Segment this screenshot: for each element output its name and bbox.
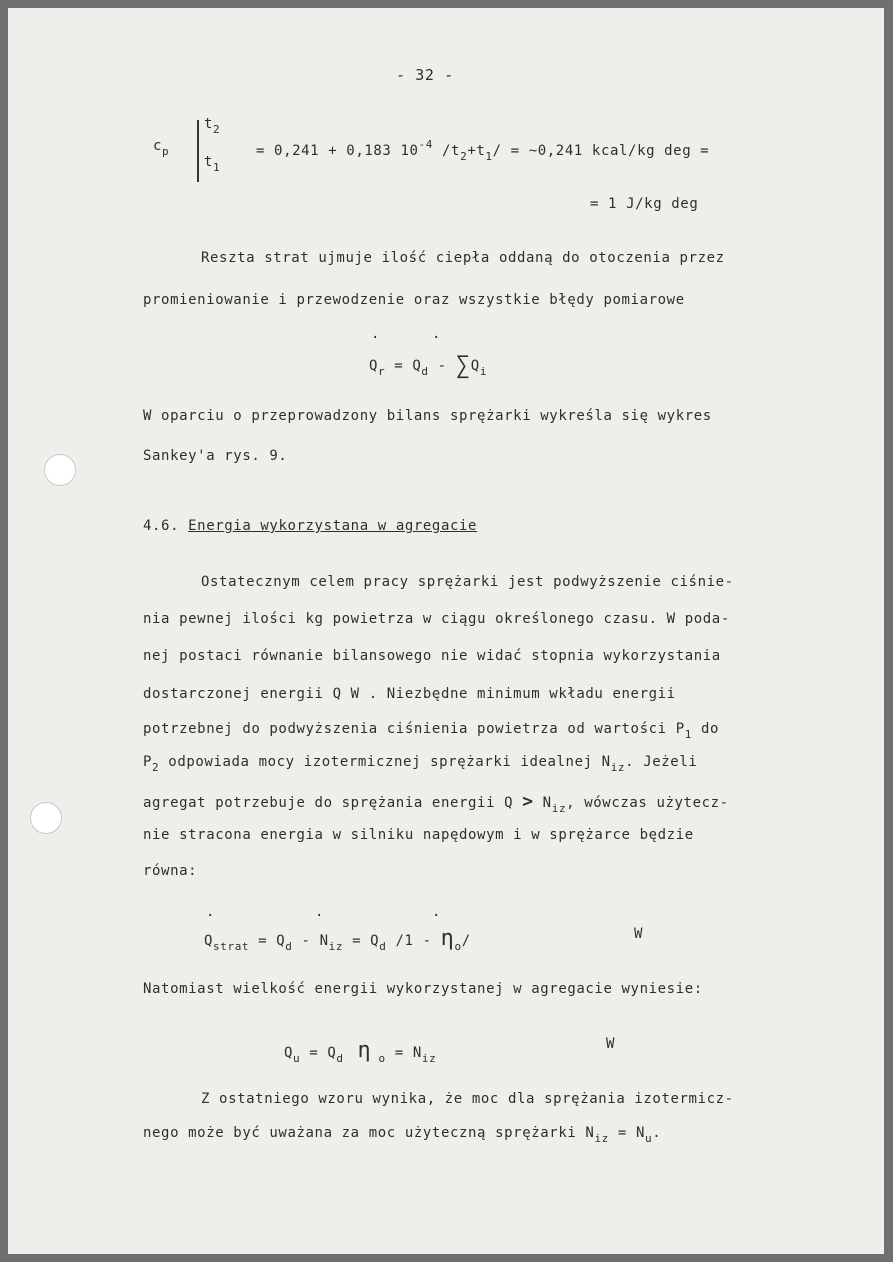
paragraph-line: potrzebnej do podwyższenia ciśnienia powietrza od wartości $P_1$ do (143, 721, 720, 741)
integral-bar (197, 120, 199, 182)
page-number: - 32 - (396, 66, 454, 84)
paragraph-line: promieniowanie i przewodzenie oraz wszystkie błędy pomiarowe (143, 292, 685, 308)
dot-accent: · (432, 330, 442, 346)
section-number: 4.6. (143, 518, 180, 534)
formula-cp-lower: $t_1$ (204, 154, 221, 174)
paragraph-line: nej postaci równanie bilansowego nie widać stopnia wykorzystania (143, 648, 721, 664)
paragraph-line: nie stracona energia w silniku napędowym i w sprężarce będzie (143, 827, 694, 843)
paragraph-line: Z ostatniego wzoru wynika, że moc dla sprężania izotermicz- (201, 1091, 734, 1107)
paragraph-line: $P_2$ odpowiada mocy izotermicznej sprężarki idealnej $N_{iz}$. Jeżeli (143, 754, 698, 774)
document-page (8, 8, 884, 1254)
paragraph-line: równa: (143, 863, 198, 879)
formula-cp-rhs: = 0,241 + 0,183 $10^{-4}$ $/t_2+t_1/$ = ~0,241 kcal/kg deg = (256, 138, 710, 163)
dot-accent: · (432, 908, 442, 924)
paragraph-line: Natomiast wielkość energii wykorzystanej w agregacie wyniesie: (143, 981, 703, 997)
dot-accent: · (315, 908, 325, 924)
paragraph-line: agregat potrzebuje do sprężania energii $Q > N_{iz}$, wówczas użytecz- (143, 791, 729, 815)
paragraph-line: dostarczonej energii Q W . Niezbędne minimum wkładu energii (143, 686, 676, 702)
dot-accent: · (206, 908, 216, 924)
paragraph-line: nia pewnej ilości kg powietrza w ciągu określonego czasu. W poda- (143, 611, 730, 627)
binder-hole (44, 454, 76, 486)
unit-label: W (606, 1036, 616, 1052)
paragraph-line: Ostatecznym celem pracy sprężarki jest podwyższenie ciśnie- (201, 574, 734, 590)
paragraph-line: Sankey'a rys. 9. (143, 448, 288, 464)
section-heading (143, 518, 477, 534)
formula-cp-line2: = 1 J/kg deg (590, 196, 699, 212)
paragraph-line: W oparciu o przeprowadzony bilans sprężarki wykreśla się wykres (143, 408, 712, 424)
paragraph-line: Reszta strat ujmuje ilość ciepła oddaną do otoczenia przez (201, 250, 725, 266)
formula-q-strat: $Q_{strat} = Q_d - N_{iz} = Q_d$ $/1 - \eta_o/$ (204, 926, 471, 953)
formula-q-u: $Q_u = Q_d$ η $_o = N_{iz}$ (284, 1038, 437, 1065)
dot-accent: · (371, 330, 381, 346)
binder-hole (30, 802, 62, 834)
formula-cp-upper: $t_2$ (204, 116, 221, 136)
section-title: Energia wykorzystana w agregacie (188, 518, 478, 534)
formula-cp-symbol: $c_p$ (153, 138, 170, 158)
paragraph-line: nego może być uważana za moc użyteczną sprężarki $N_{iz} = N_u$. (143, 1125, 662, 1145)
formula-qr: $Q_r = Q_d - \sum Q_i$ (369, 351, 488, 379)
unit-label: W (634, 926, 644, 942)
